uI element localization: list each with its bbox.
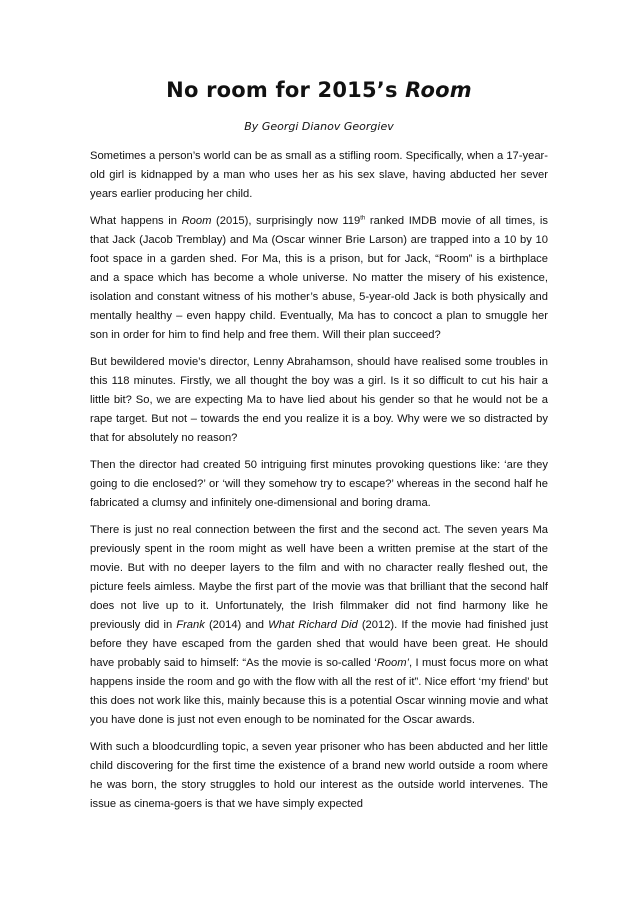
article-title-text: No room for 2015’s [166, 78, 406, 102]
paragraph-2-text: What happens in [90, 215, 182, 227]
film-title-what-richard-did: What Richard Did [268, 619, 358, 631]
paragraph-6: With such a bloodcurdling topic, a seven year prisoner who has been abducted and her little child discovering for the first time the existence of a brand new world outside a room where he was born, the story struggles to hold our interest as the outside world intervenes. The issue as cinema-goers is that we have simply expected [90, 741, 548, 810]
paragraph-5-text: (2012). If the movie had finished just before they have escaped from the garden shed that would have been great. He should have probably said to himself: “As the movie is so-called ‘ [90, 619, 548, 669]
film-title-frank: Frank [176, 619, 205, 631]
paragraph-3: But bewildered movie’s director, Lenny Abrahamson, should have realised some troubles in this 118 minutes. Firstly, we all thought the boy was a girl. Is it so difficult to cut his hair a little bit? So, we are expecting Ma to have lied about his gender so that he would not be a rape target. But not – towards the end you realize it is a boy. Why were we so distracted by that for absolutely no reason? [90, 356, 548, 444]
paragraph-1: Sometimes a person’s world can be as small as a stifling room. Specifically, when a 17-year-old girl is kidnapped by a man who uses her as his sex slave, having abducted her sever years earlier producing her child. [90, 150, 548, 200]
paragraph-5-text: There is just no real connection between the first and the second act. The seven years Ma previously spent in the room might as well have been a written premise at the start of the movie. But with no deeper layers to the film and with no character really fleshed out, the picture feels aimless. Maybe the first part of the movie was that brilliant that the second half does not live up to it. Unfortunately, the Irish filmmaker did not find harmony like he previously did in [90, 524, 548, 631]
paragraph-2 [90, 212, 548, 345]
paragraph-5 [90, 521, 548, 730]
article-title-italic: Room [405, 78, 472, 102]
paragraph-2-text: (2015), surprisingly now 119 [211, 215, 361, 227]
paragraph-5-text: , I must focus more on what happens inside the room and go with the flow with all the rest of it”. Nice effort ‘my friend’ but this does not work like this, mainly because this is a potential Oscar winning movie and what you have done is just not even enough to be nominated for the Oscar awards. [90, 657, 548, 726]
paragraph-2-text: ranked IMDB movie of all times, is that Jack (Jacob Tremblay) and Ma (Oscar winner Brie Larson) are trapped into a 10 by 10 foot space in a garden shed. For Ma, this is a prison, but for Jack, “Room” is a birthplace and a space which has become a whole universe. No matter the misery of his existence, isolation and constant witness of his mother’s abuse, 5-year-old Jack is both physically and mentally healthy – even happy child. Eventually, Ma has to concoct a plan to smuggle her son in order for him to find help and free them. Will their plan succeed? [90, 215, 548, 341]
ordinal-suffix: th [360, 215, 366, 222]
article-byline: By Georgi Dianov Georgiev [244, 120, 394, 133]
article-title [90, 78, 548, 102]
paragraph-5-text: (2014) and [204, 619, 269, 631]
film-title-room-quote: Room’ [376, 657, 410, 669]
film-title-room: Room [181, 215, 212, 227]
paragraph-4: Then the director had created 50 intriguing first minutes provoking questions like: ‘are they going to die enclosed?’ or ‘will they somehow try to escape?’ whereas in the second half he fabricated a clumsy and infinitely one-dimensional and boring drama. [90, 459, 548, 509]
